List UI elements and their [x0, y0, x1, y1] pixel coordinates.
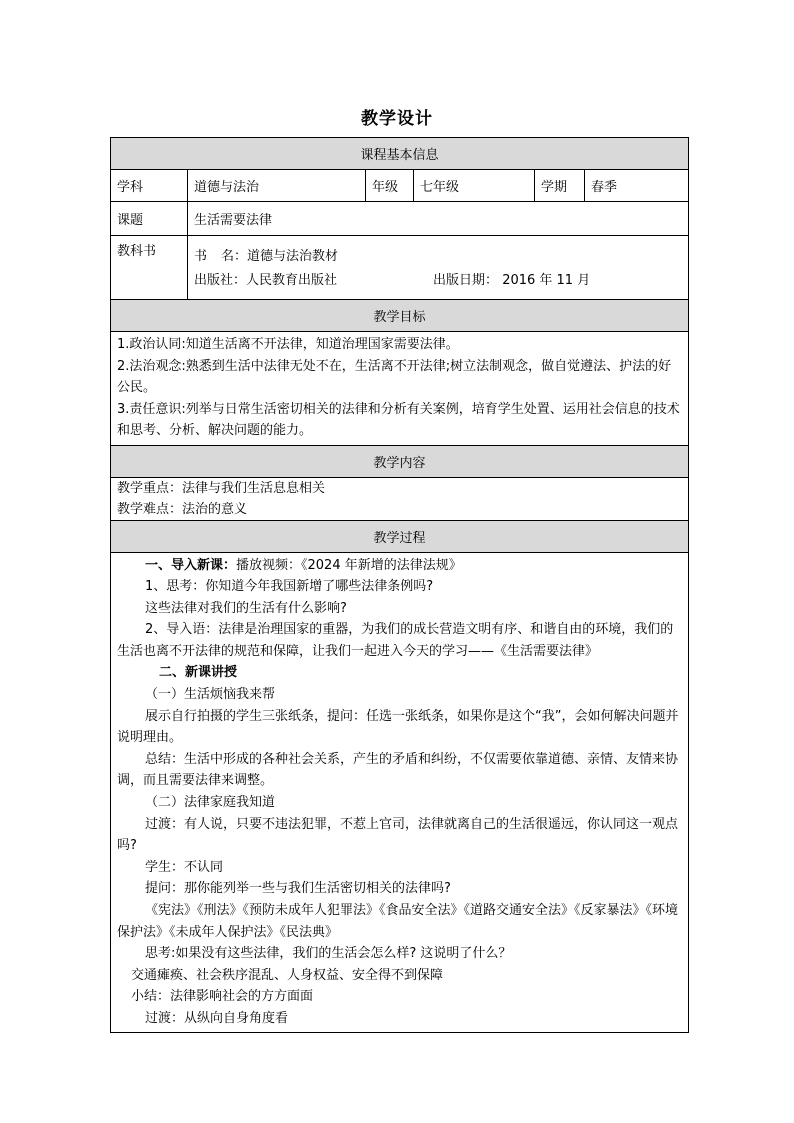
content-header: 教学内容	[111, 445, 689, 477]
process-body	[111, 552, 689, 1032]
grade-label: 年级	[366, 170, 414, 202]
key-point: 教学重点：法律与我们生活息息相关	[117, 480, 326, 496]
goal-item: 2.法治观念:熟悉到生活中法律无处不在，生活离不开法律;树立法制观念，做自觉遵法、护法的好公民。	[117, 358, 672, 395]
difficult-point: 教学难点：法治的意义	[117, 501, 248, 517]
textbook-label: 教科书	[111, 236, 188, 300]
document-title: 教学设计	[361, 109, 433, 129]
process-paragraph: 过渡：从纵向自身角度看	[145, 1010, 289, 1026]
content-body	[111, 477, 689, 520]
publisher-value: 人民教育出版社	[246, 272, 338, 288]
process-paragraph: 展示自行拍摄的学生三张纸条，提问：任选一张纸条，如果你是这个“我”，会如何解决问题并说明理由。	[117, 708, 679, 746]
process-paragraph: 过渡：有人说，只要不违法犯罪，不惹上官司，法律就离自己的生活很遥远，你认同这一观点吗?	[117, 816, 679, 854]
publish-date-value: 2016 年 11 月	[502, 272, 591, 288]
part1-paragraph	[117, 555, 680, 577]
process-header: 教学过程	[111, 520, 689, 552]
process-paragraph: 小结：法律影响社会的方方面面	[131, 989, 314, 1005]
process-paragraph: 2、导入语：法律是治理国家的重器，为我们的成长营造文明有序、和谐自由的环境，我们的生活也离不开法律的规范和保障，让我们一起进入今天的学习——《生活需要法律》	[117, 622, 674, 659]
grade-value: 七年级	[414, 170, 535, 202]
subject-row	[111, 170, 689, 202]
publish-date-label: 出版日期：	[433, 272, 499, 288]
lesson-plan-table	[110, 137, 689, 1033]
goals-body	[111, 332, 689, 446]
process-paragraph: 提问：那你能列举一些与我们生活密切相关的法律吗?	[145, 881, 451, 897]
subject-value: 道德与法治	[188, 170, 366, 202]
subsection-heading: （一）生活烦恼我来帮	[145, 687, 276, 703]
goal-item: 1.政治认同:知道生活离不开法律，知道治理国家需要法律。	[117, 337, 459, 352]
topic-value: 生活需要法律	[188, 202, 689, 236]
textbook-info	[188, 236, 689, 300]
basic-info-header: 课程基本信息	[111, 138, 689, 170]
part1-text: 播放视频：《2024 年新增的法律法规》	[236, 557, 462, 573]
process-paragraph: 交通瘫痪、社会秩序混乱、人身权益、安全得不到保障	[131, 967, 444, 983]
book-name-label-2: 名：	[221, 248, 248, 264]
subsection-heading: （二）法律家庭我知道	[145, 795, 276, 811]
book-name-line	[194, 245, 682, 269]
term-value: 春季	[585, 170, 689, 202]
publisher-label: 出版社：	[194, 272, 247, 288]
term-label: 学期	[535, 170, 585, 202]
process-paragraph: 这些法律对我们的生活有什么影响?	[145, 600, 347, 616]
process-paragraph: 思考:如果没有这些法律，我们的生活会怎么样? 这说明了什么？	[145, 946, 512, 962]
part2-heading: 二、新课讲授	[159, 665, 238, 681]
topic-row	[111, 202, 689, 236]
subject-label: 学科	[111, 170, 188, 202]
goal-item: 3.责任意识:列举与日常生活密切相关的法律和分析有关案例，培育学生处置、运用社会信息的技术和思考、分析、解决问题的能力。	[117, 401, 680, 438]
topic-label: 课题	[111, 202, 188, 236]
process-paragraph: 总结：生活中形成的各种社会关系，产生的矛盾和纠纷，不仅需要依靠道德、亲情、友情来协调，而且需要法律来调整。	[117, 751, 679, 789]
part2-paragraph	[117, 662, 680, 684]
part1-heading: 一、导入新课：	[145, 557, 237, 573]
textbook-row	[111, 236, 689, 300]
book-name-value: 道德与法治教材	[247, 248, 339, 264]
process-paragraph: 《宪法》《刑法》《预防未成年人犯罪法》《食品安全法》《道路交通安全法》《反家暴法》《环境保护法》《未成年人保护法》《民法典》	[117, 903, 679, 940]
process-paragraph: 学生：不认同	[145, 859, 224, 875]
goals-header: 教学目标	[111, 300, 689, 332]
publisher-line	[194, 269, 682, 293]
process-paragraph: 1、思考：你知道今年我国新增了哪些法律条例吗?	[145, 579, 434, 595]
book-name-label: 书	[194, 248, 208, 264]
